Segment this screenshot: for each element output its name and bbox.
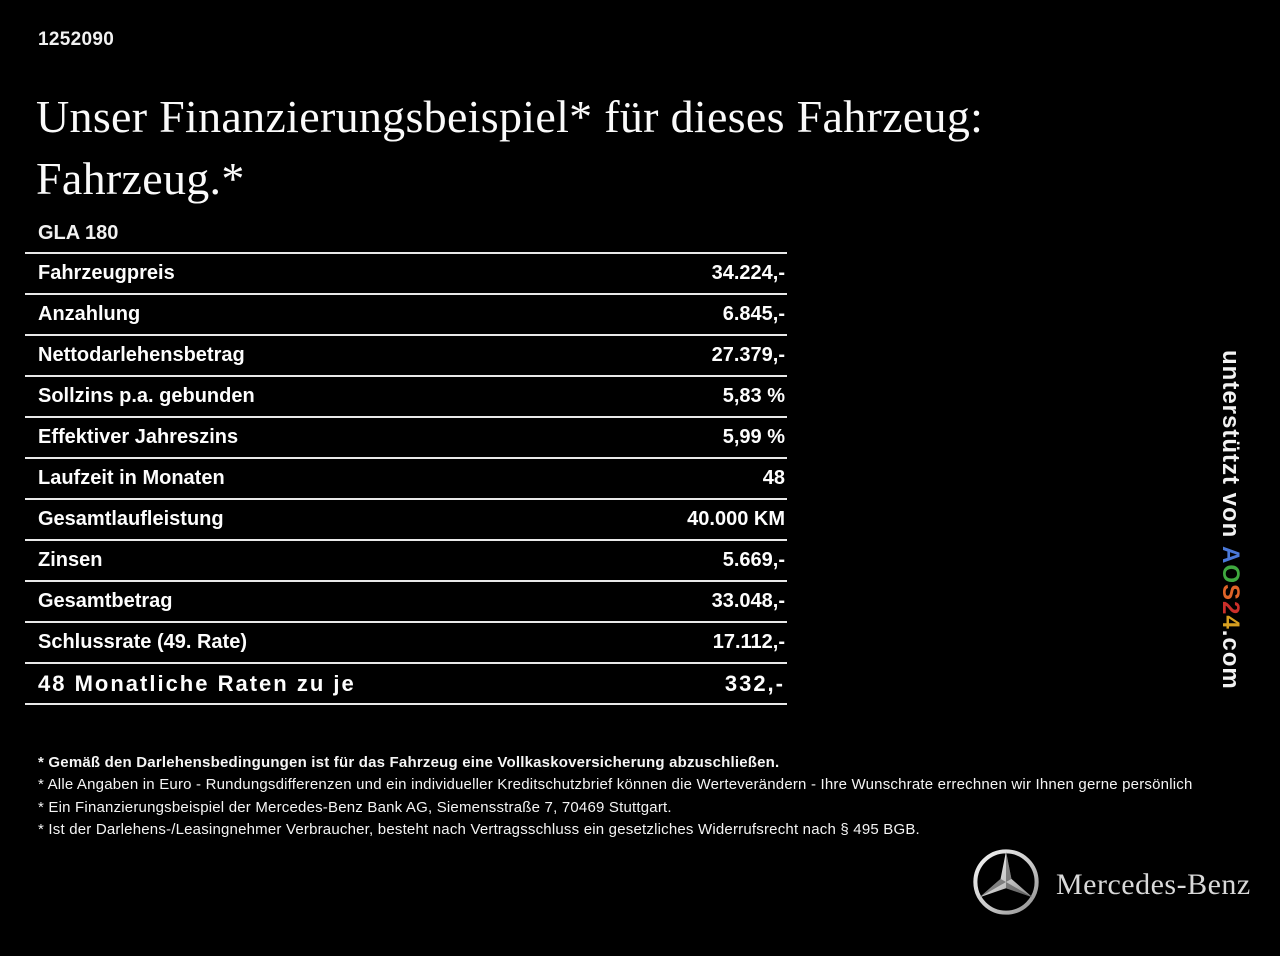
row-value: 6.845,- (722, 303, 785, 325)
row-value: 34.224,- (711, 262, 785, 284)
table-row (25, 416, 787, 457)
row-label: Sollzins p.a. gebunden (38, 385, 255, 407)
row-value: 17.112,- (712, 631, 785, 653)
row-label: Gesamtbetrag (38, 590, 173, 612)
table-row (25, 498, 787, 539)
table-row (25, 457, 787, 498)
aos24-letter-4: 4 (1217, 615, 1244, 630)
row-label: Zinsen (38, 549, 103, 571)
page-title-line2: Fahrzeug.* (36, 153, 245, 204)
table-row (25, 375, 787, 416)
vehicle-model-label: GLA 180 (38, 222, 119, 244)
row-label: Gesamtlaufleistung (38, 508, 224, 530)
table-row (25, 621, 787, 662)
row-value: 48 (762, 467, 785, 489)
row-label: Nettodarlehensbetrag (38, 344, 245, 366)
table-row (25, 334, 787, 375)
total-row-value: 332,- (724, 670, 785, 696)
footnote-bank-address: * Ein Finanzierungsbeispiel der Mercedes-Benz Bank AG, Siemensstraße 7, 70469 Stuttgart. (38, 798, 672, 816)
row-value: 5.669,- (722, 549, 785, 571)
mercedes-star-icon (971, 847, 1041, 922)
row-value: 27.379,- (711, 344, 785, 366)
row-value: 5,83 % (722, 385, 785, 407)
footnote-euro-rounding: * Alle Angaben in Euro - Rundungsdifferenzen und ein individueller Kreditschutzbrief können die Werteverändern - Ihre Wunschrate errechnen wir Ihnen gerne persönlich (38, 776, 1193, 794)
supported-by-text: unterstützt von (1217, 350, 1244, 546)
brand-footer (971, 847, 1251, 922)
row-label: Schlussrate (49. Rate) (38, 631, 247, 653)
row-value: 5,99 % (722, 426, 785, 448)
document-number: 1252090 (38, 29, 115, 50)
table-row-monthly-rate-total (25, 662, 787, 705)
row-label: Fahrzeugpreis (38, 262, 175, 284)
row-label: Laufzeit in Monaten (38, 467, 225, 489)
row-label: Anzahlung (38, 303, 141, 325)
aos24-letter-s: S (1217, 584, 1244, 602)
mercedes-benz-wordmark: Mercedes-Benz (1056, 867, 1251, 901)
table-row (25, 539, 787, 580)
aos24-letter-o: O (1217, 564, 1244, 585)
row-value: 33.048,- (711, 590, 785, 612)
row-value: 40.000 KM (687, 508, 785, 530)
aos24-letter-2: 2 (1217, 601, 1244, 616)
page-title (36, 86, 983, 210)
aos24-domain-suffix: .com (1217, 629, 1244, 690)
footnotes-block (38, 752, 1228, 842)
footnote-insurance: * Gemäß den Darlehensbedingungen ist für das Fahrzeug eine Vollkaskoversicherung abzuschließen. (38, 754, 780, 771)
table-row (25, 580, 787, 621)
table-row (25, 252, 787, 293)
total-row-label: 48 Monatliche Raten zu je (38, 670, 356, 696)
supported-by-credit (1216, 350, 1244, 690)
financing-table (25, 252, 787, 705)
table-row (25, 293, 787, 334)
row-label: Effektiver Jahreszins (38, 426, 239, 448)
footnote-withdrawal-right: * Ist der Darlehens-/Leasingnehmer Verbraucher, besteht nach Vertragsschluss ein gesetzliches Widerrufsrecht nach § 495 BGB. (38, 821, 920, 839)
page-title-line1: Unser Finanzierungsbeispiel* für dieses Fahrzeug: (36, 91, 984, 142)
aos24-letter-a: A (1217, 546, 1244, 565)
